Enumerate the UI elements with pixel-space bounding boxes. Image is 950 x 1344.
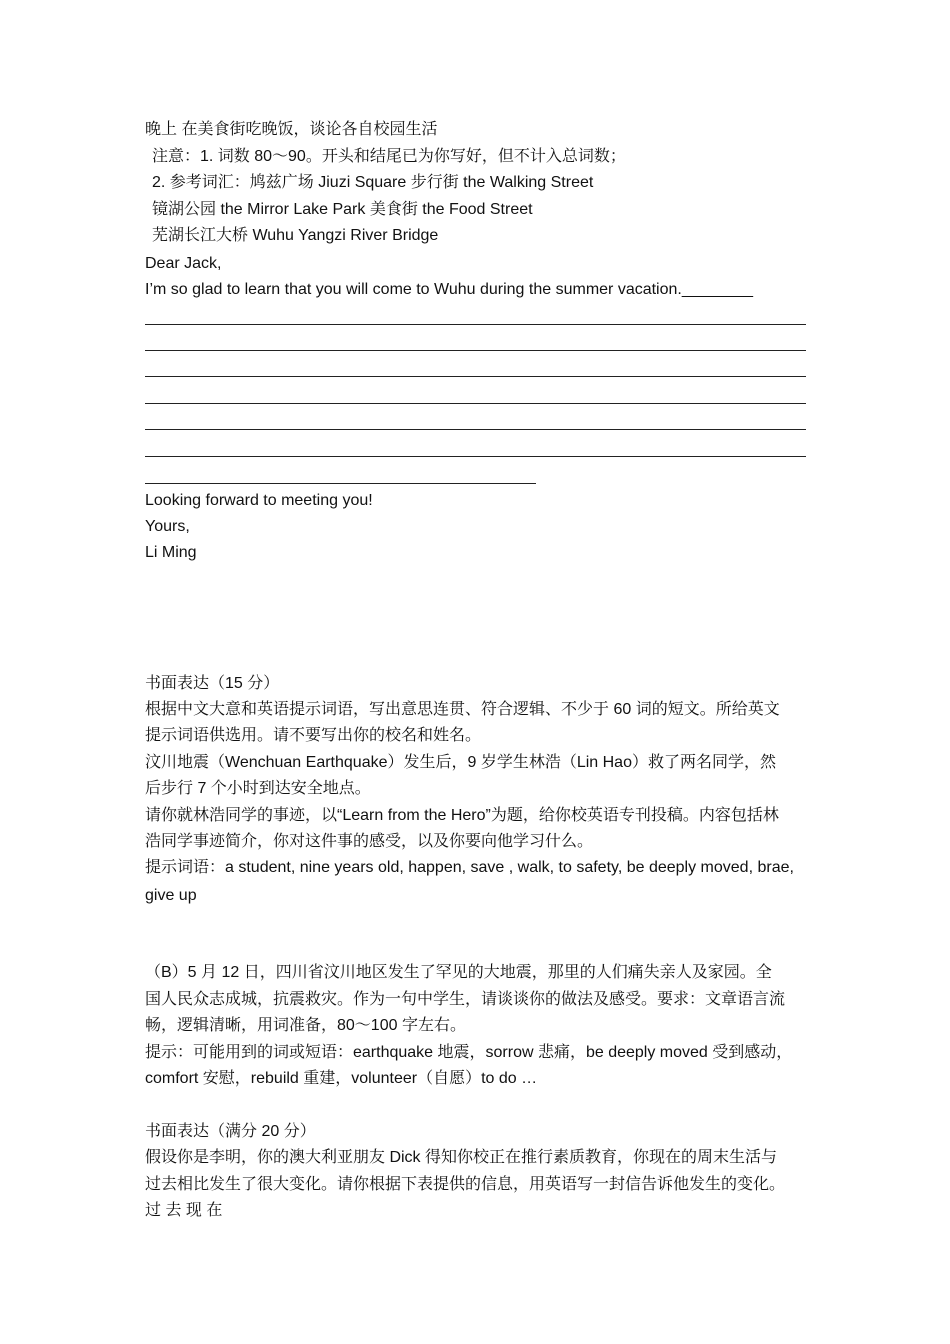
writing-line <box>145 483 536 484</box>
paragraph-line: give up <box>145 887 197 904</box>
letter-greeting: Dear Jack, <box>145 255 222 272</box>
writing-line <box>145 376 806 377</box>
paragraph-line: 假设你是李明，你的澳大利亚朋友 Dick 得知你校正在推行素质教育，你现在的周末生活与 <box>145 1149 778 1166</box>
paragraph-line: 根据中文大意和英语提示词语，写出意思连贯、符合逻辑、不少于 60 词的短文。所给英文 <box>145 701 780 718</box>
section-title: 书面表达（15 分） <box>145 675 280 692</box>
writing-line <box>145 429 806 430</box>
letter-opening: I’m so glad to learn that you will come to Wuhu during the summer vacation.________ <box>145 281 754 298</box>
letter-closing: Looking forward to meeting you! <box>145 492 373 509</box>
paragraph-line: 提示词语供选用。请不要写出你的校名和姓名。 <box>145 727 482 744</box>
writing-line <box>145 403 806 404</box>
note-line: 2. 参考词汇：鸠兹广场 Jiuzi Square 步行街 the Walking Street <box>152 174 594 191</box>
paragraph-line: 汶川地震（Wenchuan Earthquake）发生后，9 岁学生林浩（Lin Hao）救了两名同学，然 <box>145 754 776 771</box>
paragraph-line: （B）5 月 12 日，四川省汶川地区发生了罕见的大地震，那里的人们痛失亲人及家园。全 <box>145 964 772 981</box>
table-header: 过 去 现 在 <box>145 1202 223 1219</box>
paragraph-line: 国人民众志成城，抗震救灾。作为一句中学生，请谈谈你的做法及感受。要求：文章语言流 <box>145 991 786 1008</box>
note-line: 芜湖长江大桥 Wuhu Yangzi River Bridge <box>152 227 439 244</box>
paragraph-line: 提示：可能用到的词或短语：earthquake 地震，sorrow 悲痛，be deeply moved 受到感动， <box>145 1044 793 1061</box>
paragraph-line: 请你就林浩同学的事迹，以“Learn from the Hero”为题，给你校英语专刊投稿。内容包括林 <box>145 807 779 824</box>
letter-signature: Li Ming <box>145 544 197 561</box>
writing-line <box>145 456 806 457</box>
paragraph-line: 畅，逻辑清晰，用词准备，80～100 字左右。 <box>145 1017 466 1034</box>
note-line: 镜湖公园 the Mirror Lake Park 美食街 the Food Street <box>152 201 533 218</box>
writing-line <box>145 324 806 325</box>
task-line: 晚上 在美食街吃晚饭，谈论各自校园生活 <box>145 121 438 138</box>
paragraph-line: 后步行 7 个小时到达安全地点。 <box>145 780 371 797</box>
paragraph-line: 提示词语：a student, nine years old, happen, save , walk, to safety, be deeply moved, brae, <box>145 859 794 876</box>
paragraph-line: 过去相比发生了很大变化。请你根据下表提供的信息，用英语写一封信告诉他发生的变化。 <box>145 1176 786 1193</box>
section-title: 书面表达（满分 20 分） <box>145 1123 316 1140</box>
paragraph-line: comfort 安慰，rebuild 重建，volunteer（自愿）to do … <box>145 1070 538 1087</box>
letter-signoff: Yours, <box>145 518 190 535</box>
note-line: 注意：1. 词数 80～90。开头和结尾已为你写好，但不计入总词数； <box>152 148 626 165</box>
writing-line <box>145 350 806 351</box>
paragraph-line: 浩同学事迹简介，你对这件事的感受，以及你要向他学习什么。 <box>145 833 594 850</box>
